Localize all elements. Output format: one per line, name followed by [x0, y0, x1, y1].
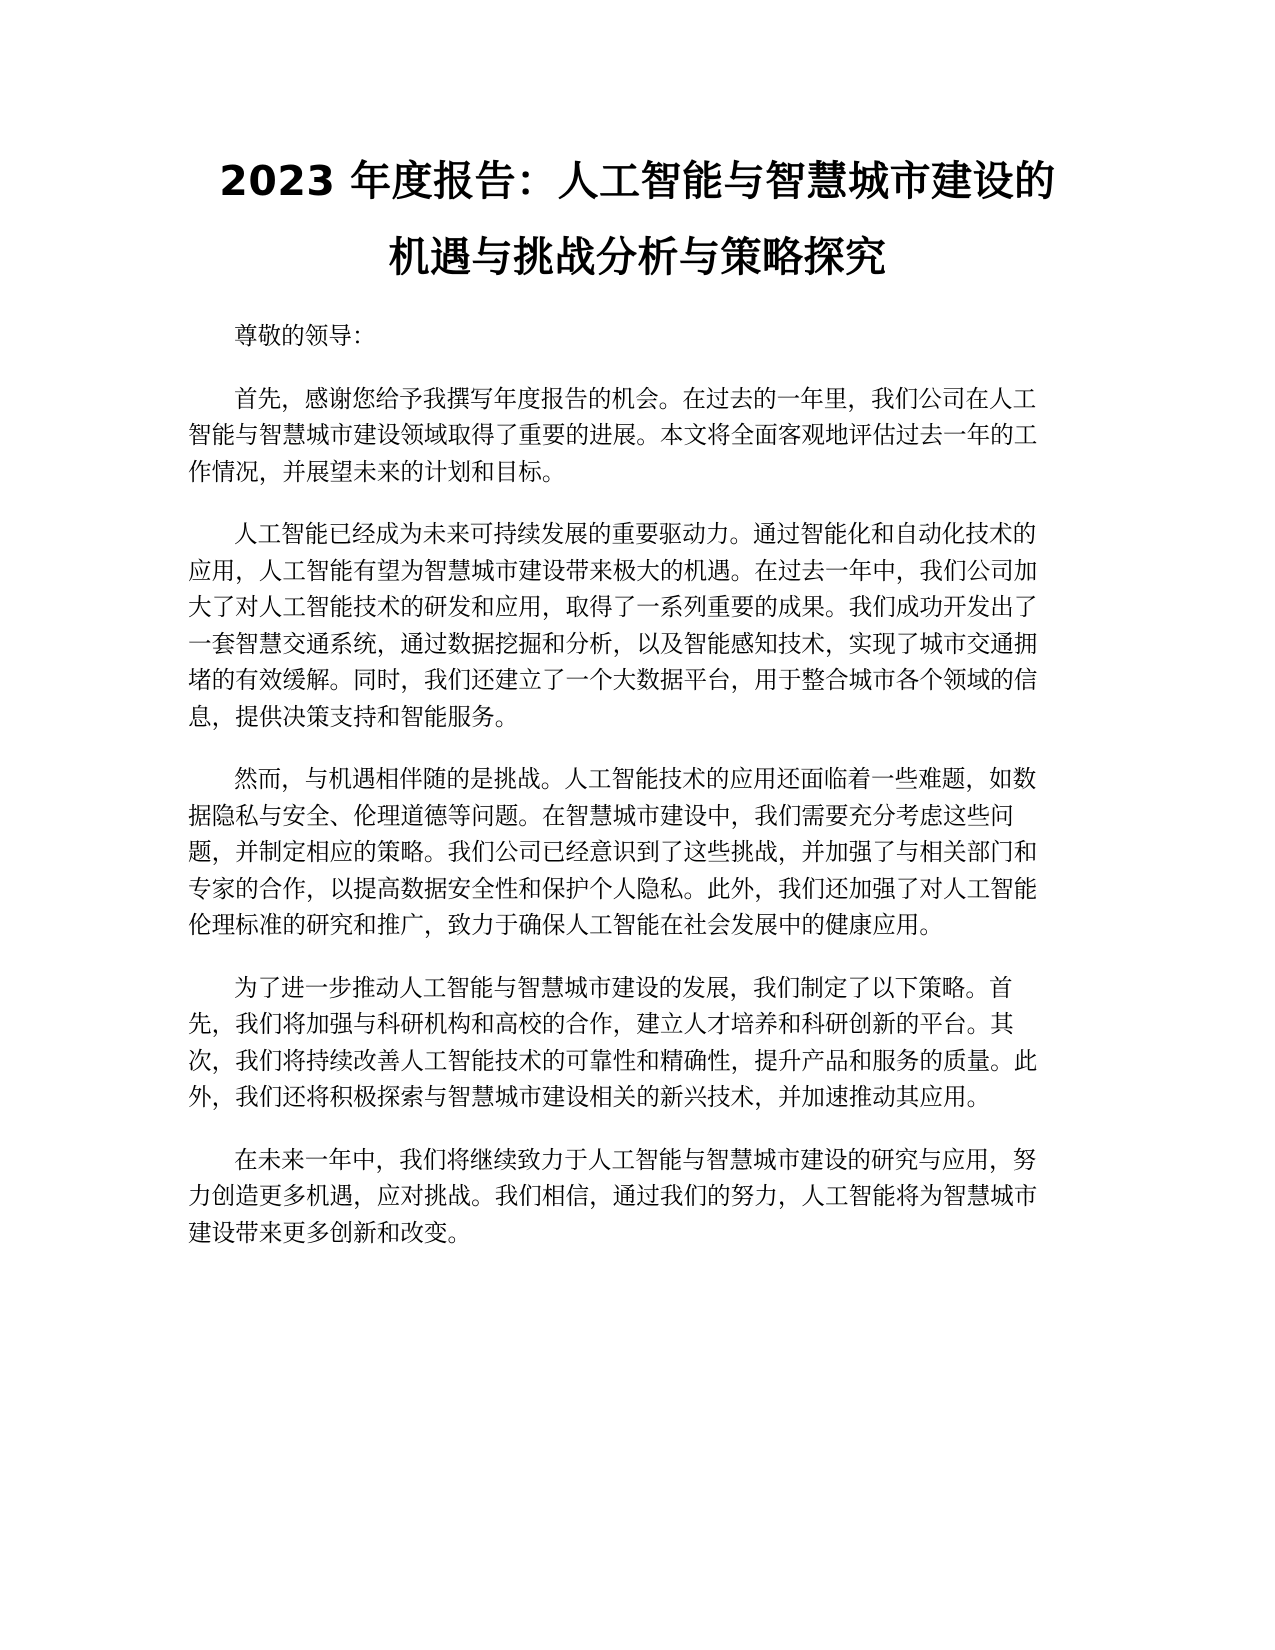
- paragraph-1: [188, 381, 1086, 491]
- paragraph-line: 人工智能已经成为未来可持续发展的重要驱动力。通过智能化和自动化技术的: [234, 520, 1037, 548]
- paragraph-3: [188, 761, 1086, 944]
- paragraph-line: 然而，与机遇相伴随的是挑战。人工智能技术的应用还面临着一些难题，如数: [234, 765, 1037, 793]
- title-line-2: 机遇与挑战分析与策略探究: [388, 233, 887, 281]
- paragraph-line: 先，我们将加强与科研机构和高校的合作，建立人才培养和科研创新的平台。其: [188, 1010, 1014, 1038]
- paragraph-line: 专家的合作，以提高数据安全性和保护个人隐私。此外，我们还加强了对人工智能: [188, 874, 1038, 903]
- paragraph-line: 为了进一步推动人工智能与智慧城市建设的发展，我们制定了以下策略。首: [234, 973, 1013, 1002]
- paragraph-4: [188, 970, 1086, 1116]
- document-body: [188, 318, 1086, 1277]
- paragraph-line: 建设带来更多创新和改变。: [188, 1218, 472, 1247]
- paragraph-line: 力创造更多机遇，应对挑战。我们相信，通过我们的努力，人工智能将为智慧城市: [188, 1182, 1038, 1210]
- paragraph-line: 大了对人工智能技术的研发和应用，取得了一系列重要的成果。我们成功开发出了: [188, 593, 1038, 621]
- paragraph-2: [188, 516, 1086, 735]
- paragraph-line: 智能与智慧城市建设领域取得了重要的进展。本文将全面客观地评估过去一年的工: [188, 421, 1038, 449]
- paragraph-line: 据隐私与安全、伦理道德等问题。在智慧城市建设中，我们需要充分考虑这些问: [188, 801, 1014, 830]
- paragraph-line: 伦理标准的研究和推广，致力于确保人工智能在社会发展中的健康应用。: [188, 911, 943, 939]
- salutation: 尊敬的领导：: [234, 322, 376, 350]
- paragraph-line: 题，并制定相应的策略。我们公司已经意识到了这些挑战，并加强了与相关部门和: [188, 838, 1038, 866]
- paragraph-line: 作情况，并展望未来的计划和目标。: [188, 457, 566, 486]
- paragraph-5: [188, 1142, 1086, 1252]
- paragraph-line: 次，我们将持续改善人工智能技术的可靠性和精确性，提升产品和服务的质量。此: [188, 1046, 1038, 1075]
- document-title: [150, 143, 1125, 295]
- title-line-1: 2023 年度报告：人工智能与智慧城市建设的: [219, 157, 1056, 205]
- paragraph-line: 首先，感谢您给予我撰写年度报告的机会。在过去的一年里，我们公司在人工: [234, 384, 1037, 413]
- paragraph-line: 在未来一年中，我们将继续致力于人工智能与智慧城市建设的研究与应用，努: [234, 1145, 1037, 1174]
- paragraph-line: 应用，人工智能有望为智慧城市建设带来极大的机遇。在过去一年中，我们公司加: [188, 556, 1038, 585]
- paragraph-line: 堵的有效缓解。同时，我们还建立了一个大数据平台，用于整合城市各个领域的信: [188, 666, 1038, 694]
- paragraph-line: 一套智慧交通系统，通过数据挖掘和分析，以及智能感知技术，实现了城市交通拥: [188, 629, 1038, 658]
- paragraph-line: 息，提供决策支持和智能服务。: [188, 702, 519, 731]
- paragraph-line: 外，我们还将积极探索与智慧城市建设相关的新兴技术，并加速推动其应用。: [188, 1083, 991, 1111]
